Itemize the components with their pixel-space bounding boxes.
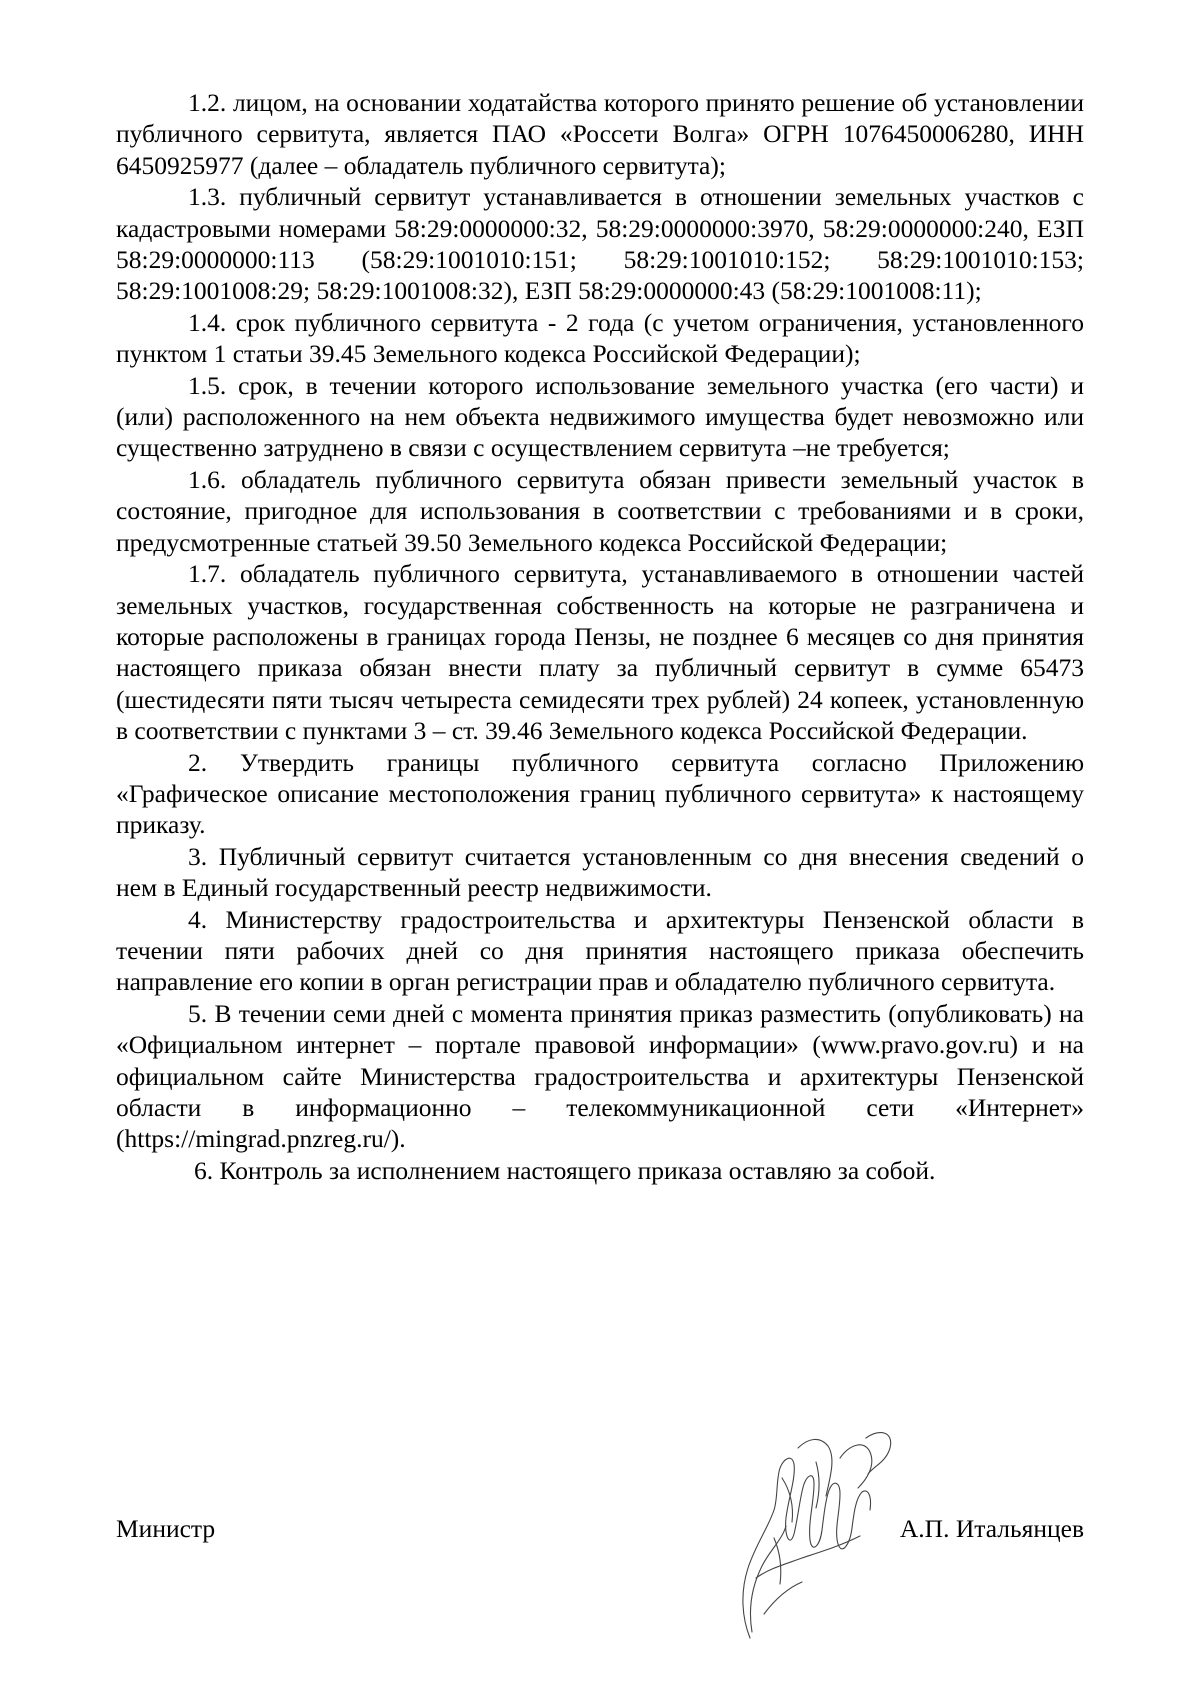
signature-block [116,1513,1084,1553]
paragraph-1-5: 1.5. срок, в течении которого использование земельного участка (его части) и (или) расположенного на нем объекта недвижимого имущества будет невозможно или существенно затруднено в связи с осуществлением сервитута –не требуется; [116,370,1084,463]
paragraph-1-3: 1.3. публичный сервитут устанавливается в отношении земельных участков с кадастровыми номерами 58:29:0000000:32, 58:29:0000000:3970, 58:29:0000000:240, ЕЗП 58:29:0000000:113 (58:29:1001010:151; 58:29:1001010:152; 58:29:1001010:153; 58:29:1001008:29; 58:29:1001008:32), ЕЗП 58:29:0000000:43 (58:29:1001008:11); [116,182,1084,306]
paragraph-4: 4. Министерству градостроительства и архитектуры Пензенской области в течении пяти рабочих дней со дня принятия настоящего приказа обеспечить направление его копии в орган регистрации прав и обладателю публичного сервитута. [116,904,1084,997]
document-body [116,87,1084,1186]
paragraph-5: 5. В течении семи дней с момента принятия приказ разместить (опубликовать) на «Официальном интернет – портале правовой информации» (www.pravo.gov.ru) и на официальном сайте Министерства градостроительства и архитектуры Пензенской области в информационно – телекоммуникационной сети «Интернет» (https://mingrad.pnzreg.ru/). [116,998,1084,1154]
signatory-title: Министр [116,1514,216,1543]
paragraph-1-2: 1.2. лицом, на основании ходатайства которого принято решение об установлении публичного сервитута, является ПАО «Россети Волга» ОГРН 1076450006280, ИНН 6450925977 (далее – обладатель публичного сервитута); [116,88,1084,180]
paragraph-6: 6. Контроль за исполнением настоящего приказа оставляю за собой. [194,1155,936,1185]
paragraph-1-7: 1.7. обладатель публичного сервитута, устанавливаемого в отношении частей земельных участков, государственная собственность на которые не разграничена и которые расположены в границах города Пензы, не позднее 6 месяцев со дня принятия настоящего приказа обязан внести плату за публичный сервитут в сумме 65473 (шестидесяти пяти тысяч четыреста семидесяти трех рублей) 24 копеек, установленную в соответствии с пунктами 3 – ст. 39.46 Земельного кодекса Российской Федерации. [116,559,1084,746]
paragraph-3: 3. Публичный сервитут считается установленным со дня внесения сведений о нем в Единый государственный реестр недвижимости. [116,841,1084,903]
signatory-name: А.П. Итальянцев [899,1514,1084,1543]
paragraph-1-6: 1.6. обладатель публичного сервитута обязан привести земельный участок в состояние, пригодное для использования в соответствии с требованиями и в сроки, предусмотренные статьей 39.50 Земельного кодекса Российской Федерации; [116,464,1084,557]
paragraph-1-4: 1.4. срок публичного сервитута - 2 года (с учетом ограничения, установленного пунктом 1 статьи 39.45 Земельного кодекса Российской Федерации); [116,307,1084,369]
paragraph-2: 2. Утвердить границы публичного сервитута согласно Приложению «Графическое описание местоположения границ публичного сервитута» к настоящему приказу. [116,747,1084,840]
